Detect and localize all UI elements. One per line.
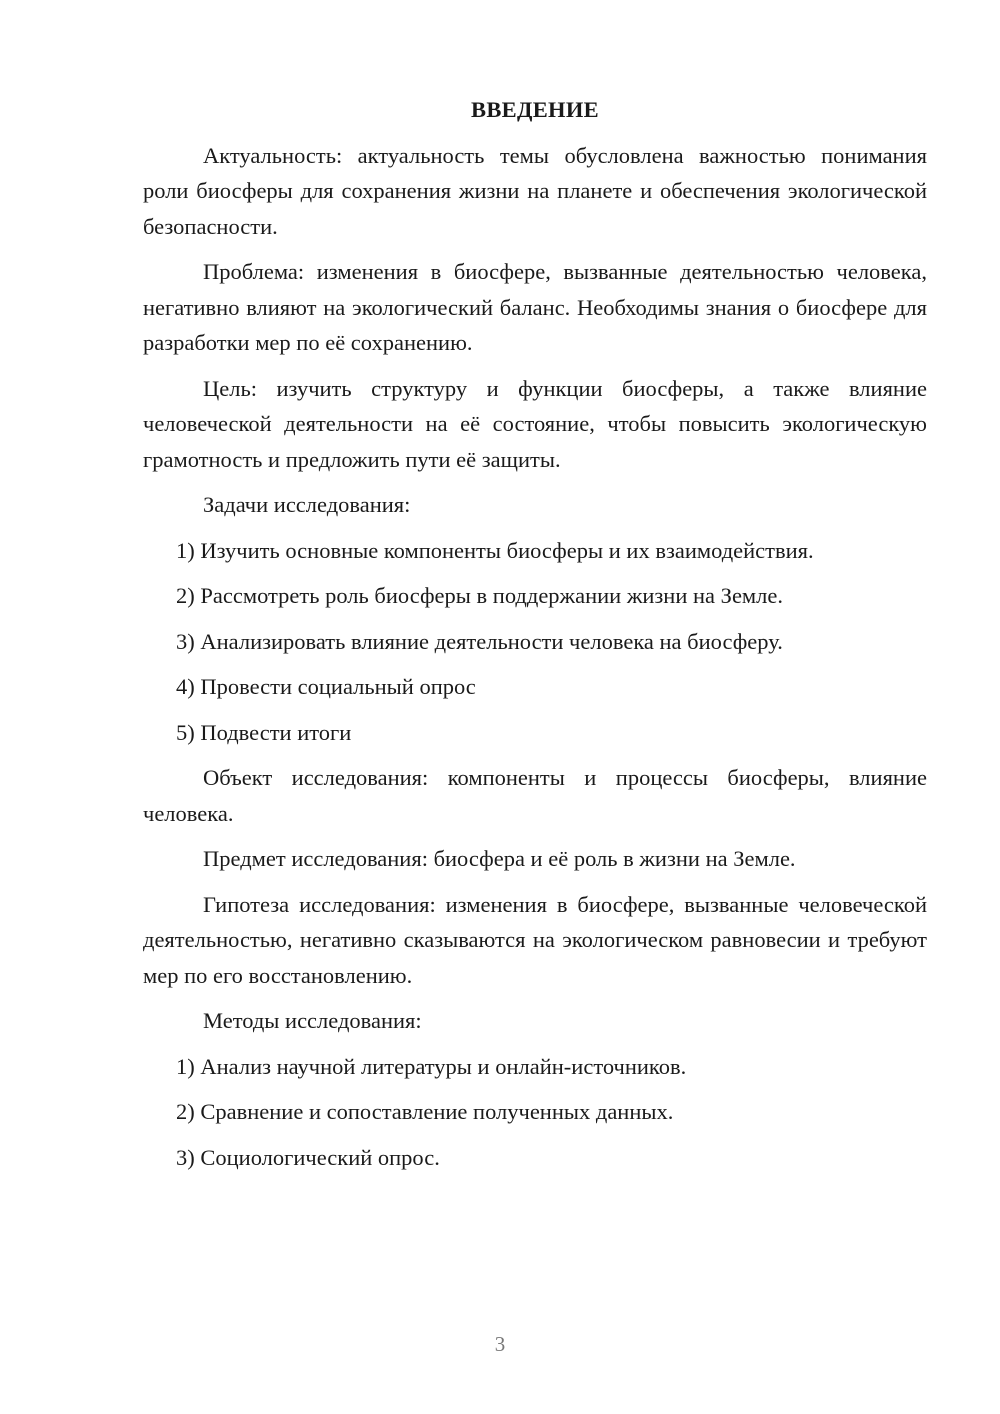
hypothesis-paragraph: Гипотеза исследования: изменения в биосфере, вызванные человеческой деятельностью, негативно сказываются на экологическом равновесии и требуют мер по его восстановлению. xyxy=(143,891,927,988)
list-item: 2) Рассмотреть роль биосферы в поддержании жизни на Земле. xyxy=(176,583,784,608)
list-item: 2) Сравнение и сопоставление полученных данных. xyxy=(176,1099,674,1124)
object-paragraph: Объект исследования: компоненты и процессы биосферы, влияние человека. xyxy=(143,765,927,826)
tasks-list xyxy=(143,533,927,751)
list-item: 1) Анализ научной литературы и онлайн-источников. xyxy=(176,1053,687,1079)
goal-paragraph: Цель: изучить структуру и функции биосферы, а также влияние человеческой деятельности на её состояние, чтобы повысить экологическую грамотность и предложить пути её защиты. xyxy=(143,375,927,472)
methods-list xyxy=(143,1049,927,1176)
list-item: 4) Провести социальный опрос xyxy=(176,674,476,699)
subject-paragraph: Предмет исследования: биосфера и её роль в жизни на Земле. xyxy=(203,846,796,871)
page-number: 3 xyxy=(494,1332,506,1356)
relevance-paragraph: Актуальность: актуальность темы обусловлена важностью понимания роли биосферы для сохранения жизни на планете и обеспечения экологической безопасности. xyxy=(143,142,927,239)
list-item: 1) Изучить основные компоненты биосферы и их взаимодействия. xyxy=(176,537,814,563)
problem-paragraph: Проблема: изменения в биосфере, вызванные деятельностью человека, негативно влияют на экологический баланс. Необходимы знания о биосфере для разработки мер по её сохранению. xyxy=(143,259,927,355)
list-item: 3) Социологический опрос. xyxy=(176,1144,440,1170)
list-item: 3) Анализировать влияние деятельности человека на биосферу. xyxy=(176,628,783,654)
page-content xyxy=(143,92,927,1185)
list-item: 5) Подвести итоги xyxy=(176,719,352,745)
section-title: ВВЕДЕНИЕ xyxy=(471,97,599,122)
methods-heading: Методы исследования: xyxy=(203,1008,422,1033)
tasks-heading: Задачи исследования: xyxy=(203,492,411,517)
